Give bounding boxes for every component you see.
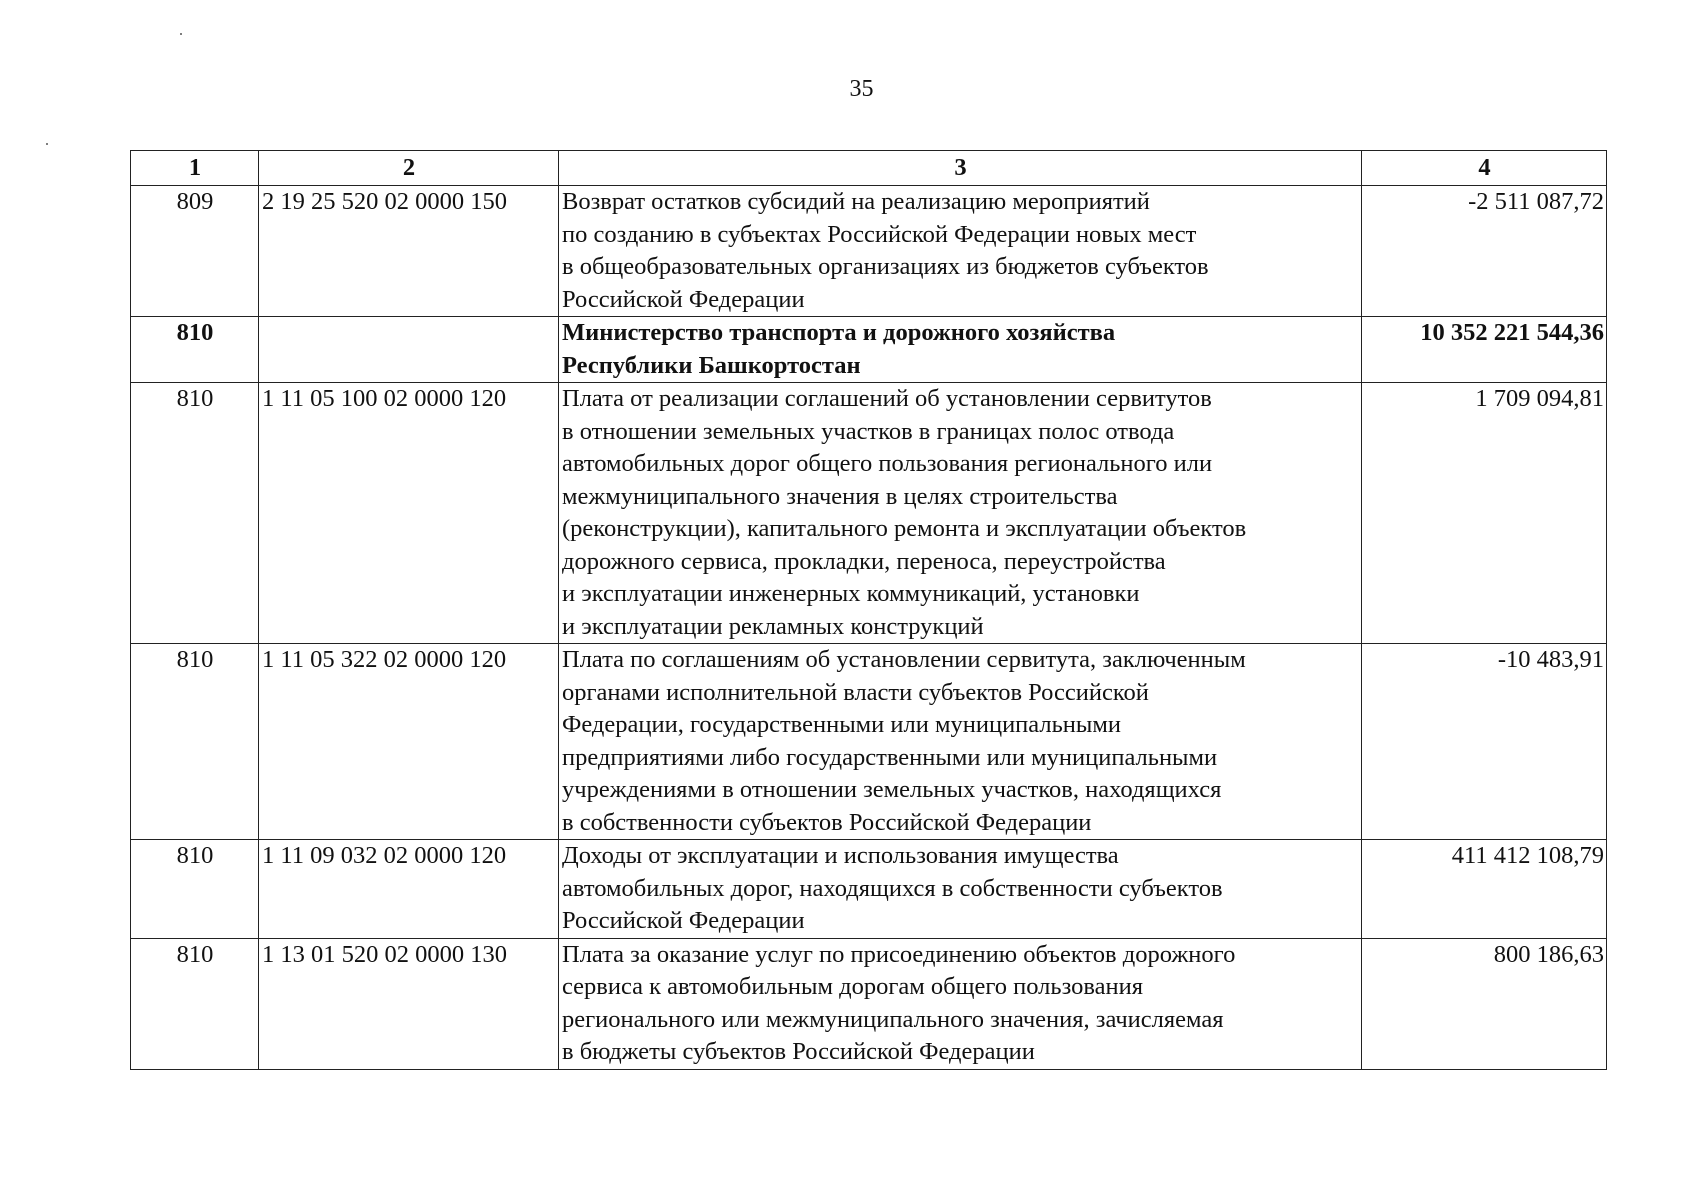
- table-body: [131, 186, 1607, 1070]
- amount: -2 511 087,72: [1362, 186, 1607, 317]
- amount: 10 352 221 544,36: [1362, 317, 1607, 383]
- table-row: [131, 644, 1607, 840]
- header-col-4: 4: [1362, 151, 1607, 186]
- amount: 1 709 094,81: [1362, 383, 1607, 644]
- revenue-name: Возврат остатков субсидий на реализацию мероприятий по созданию в субъектах Российской Федерации новых мест в общеобразовательных организациях из бюджетов субъектов Российской Федерации: [559, 186, 1362, 317]
- admin-code: 810: [131, 317, 259, 383]
- budget-code: [259, 317, 559, 383]
- revenue-name: Плата за оказание услуг по присоединению объектов дорожного сервиса к автомобильным дорогам общего пользования регионального или межмуниципального значения, зачисляемая в бюджеты субъектов Российской Федерации: [559, 938, 1362, 1069]
- revenue-name: Плата от реализации соглашений об установлении сервитутов в отношении земельных участков в границах полос отвода автомобильных дорог общего пользования регионального или межмуниципального значения в целях строительства (реконструкции), капитального ремонта и эксплуатации объектов дорожного сервиса, прокладки, переноса, переустройства и эксплуатации инженерных коммуникаций, установки и эксплуатации рекламных конструкций: [559, 383, 1362, 644]
- page-number: 35: [849, 76, 874, 102]
- table-row: [131, 317, 1607, 383]
- revenue-name: Плата по соглашениям об установлении сервитута, заключенным органами исполнительной власти субъектов Российской Федерации, государственными или муниципальными предприятиями либо государственными или муниципальными учреждениями в отношении земельных участков, находящихся в собственности субъектов Российской Федерации: [559, 644, 1362, 840]
- table-row: [131, 186, 1607, 317]
- budget-code: 1 11 05 100 02 0000 120: [259, 383, 559, 644]
- budget-code: 1 11 09 032 02 0000 120: [259, 840, 559, 939]
- header-col-3: 3: [559, 151, 1362, 186]
- amount: 411 412 108,79: [1362, 840, 1607, 939]
- amount: 800 186,63: [1362, 938, 1607, 1069]
- revenue-name: Доходы от эксплуатации и использования имущества автомобильных дорог, находящихся в собственности субъектов Российской Федерации: [559, 840, 1362, 939]
- budget-code: 1 13 01 520 02 0000 130: [259, 938, 559, 1069]
- scan-speck: [46, 143, 48, 145]
- admin-code: 810: [131, 383, 259, 644]
- scan-speck: [180, 33, 182, 35]
- admin-code: 810: [131, 840, 259, 939]
- revenue-table: [130, 150, 1607, 1070]
- admin-code: 810: [131, 644, 259, 840]
- admin-code: 809: [131, 186, 259, 317]
- admin-code: 810: [131, 938, 259, 1069]
- header-row: [131, 151, 1607, 186]
- table-row: [131, 938, 1607, 1069]
- table-row: [131, 383, 1607, 644]
- budget-code: 2 19 25 520 02 0000 150: [259, 186, 559, 317]
- budget-code: 1 11 05 322 02 0000 120: [259, 644, 559, 840]
- header-col-2: 2: [259, 151, 559, 186]
- amount: -10 483,91: [1362, 644, 1607, 840]
- table-row: [131, 840, 1607, 939]
- table-header: [131, 151, 1607, 186]
- header-col-1: 1: [131, 151, 259, 186]
- revenue-name: Министерство транспорта и дорожного хозяйства Республики Башкортостан: [559, 317, 1362, 383]
